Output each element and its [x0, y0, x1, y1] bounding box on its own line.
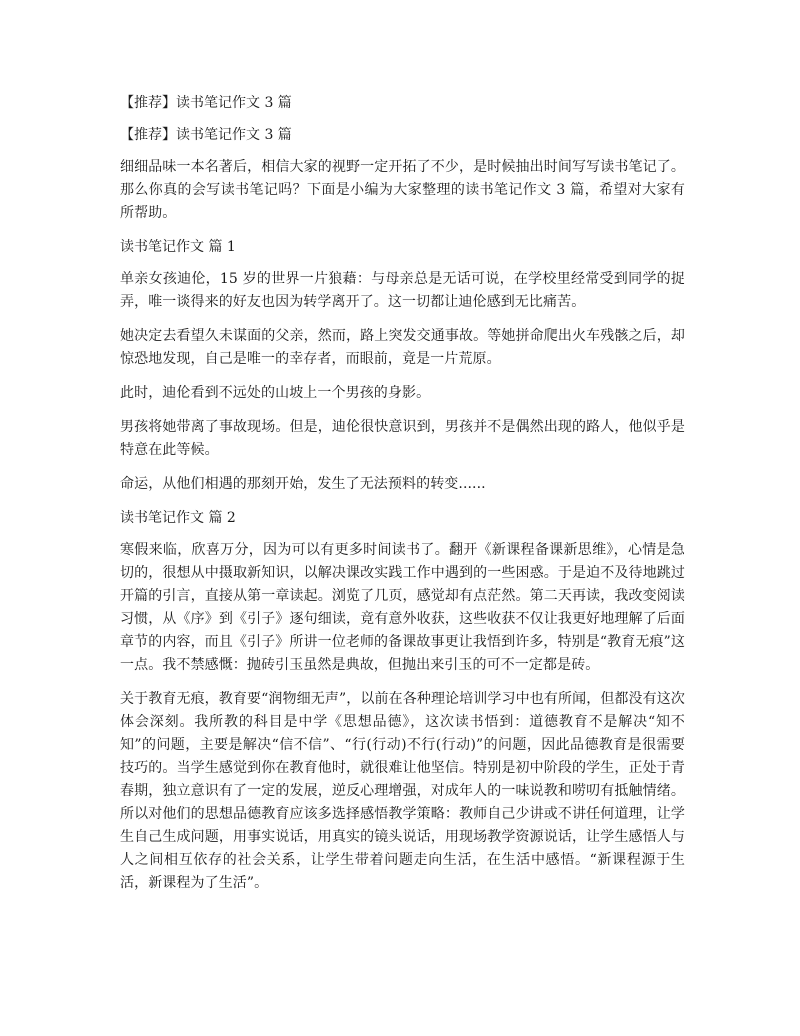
document-page: [120, 92, 685, 906]
section-1-paragraph: 单亲女孩迪伦，15 岁的世界一片狼藉：与母亲总是无话可说，在学校里经常受到同学的捉弄，唯一谈得来的好友也因为转学离开了。这一切都让迪伦感到无比痛苦。: [120, 271, 685, 310]
section-2-paragraph: 关于教育无痕，教育要“润物细无声”，以前在各种理论培训学习中也有所闻，但都没有这次体会深刻。我所教的科目是中学《思想品德》，这次读书悟到：道德教育不是解决“知不知”的问题，主要是解决“信不信”、“行(行动)不行(行动)”的问题，因此品德教育是很需要技巧的。当学生感觉到你在教育他时，就很难让他坚信。特别是初中阶段的学生，正处于青春期，独立意识有了一定的发展，逆反心理增强，对成年人的一味说教和唠叨有抵触情绪。所以对他们的思想品德教育应该多选择感悟教学策略：教师自己少讲或不讲任何道理，让学生自己生成问题，用事实说话，用真实的镜头说话，用现场教学资源说话，让学生感悟人与人之间相互依存的社会关系，让学生带着问题走向生活，在生活中感悟。“新课程源于生活，新课程为了生活”。: [120, 691, 685, 891]
section-2-paragraph: 寒假来临，欣喜万分，因为可以有更多时间读书了。翻开《新课程备课新思维》，心情是急切的，很想从中摄取新知识，以解决课改实践工作中遇到的一些困惑。于是迫不及待地跳过开篇的引言，直接从第一章读起。浏览了几页，感觉却有点茫然。第二天再读，我改变阅读习惯，从《序》到《引子》逐句细读，竟有意外收获，这些收获不仅让我更好地理解了后面章节的内容，而且《引子》所讲一位老师的备课故事更让我悟到许多，特别是“教育无痕”这一点。我不禁感慨：抛砖引玉虽然是典故，但抛出来引玉的可不一定都是砖。: [120, 542, 685, 673]
section-1-heading: 读书笔记作文 篇 1: [120, 239, 236, 255]
section-1-paragraph: 她决定去看望久未谋面的父亲，然而，路上突发交通事故。等她拼命爬出火车残骸之后，却惊恐地发现，自己是唯一的幸存者，而眼前，竟是一片荒原。: [120, 328, 685, 367]
document-title: 【推荐】读书笔记作文 3 篇: [120, 95, 292, 111]
section-1-paragraph: 男孩将她带离了事故现场。但是，迪伦很快意识到，男孩并不是偶然出现的路人，他似乎是特意在此等候。: [120, 419, 685, 458]
section-1-paragraph: 命运，从他们相遇的那刻开始，发生了无法预料的转变......: [120, 476, 486, 492]
document-subtitle: 【推荐】读书笔记作文 3 篇: [120, 127, 292, 143]
intro-paragraph: 细细品味一本名著后，相信大家的视野一定开拓了不少，是时候抽出时间写写读书笔记了。那么你真的会写读书笔记吗？下面是小编为大家整理的读书笔记作文 3 篇，希望对大家有所帮助。: [120, 159, 685, 221]
section-1-paragraph: 此时，迪伦看到不远处的山坡上一个男孩的身影。: [120, 385, 431, 401]
section-2-heading: 读书笔记作文 篇 2: [120, 510, 236, 526]
